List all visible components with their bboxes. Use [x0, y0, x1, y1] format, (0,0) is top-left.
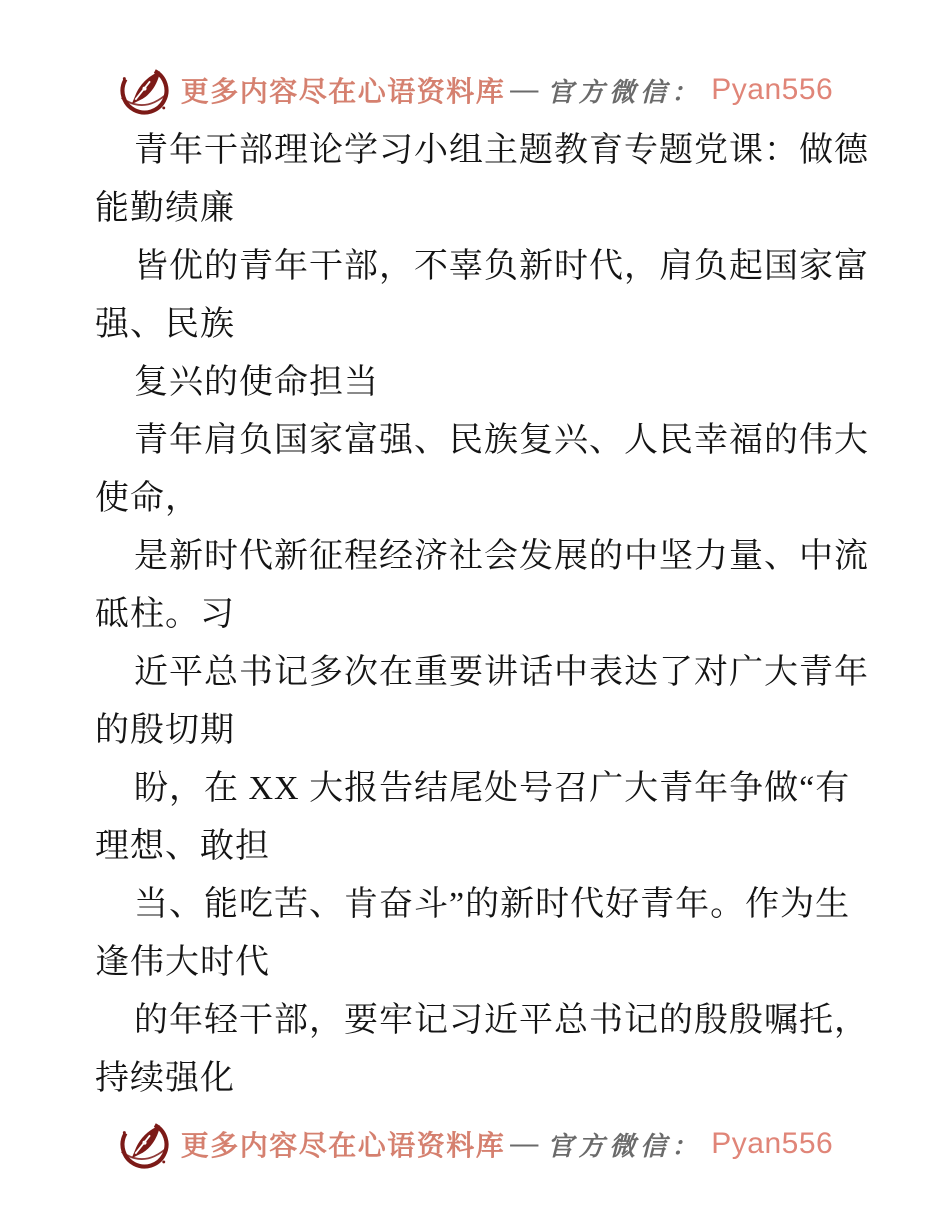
text-line: 使命， — [95, 480, 200, 517]
text-line: 逢伟大时代 — [95, 944, 270, 981]
text-line: 强、民族 — [95, 306, 235, 343]
text-line: 近平总书记多次在重要讲话中表达了对广大青年 — [134, 654, 869, 691]
watermark-wechat-account: Pyan556 — [711, 73, 834, 106]
text-line: 复兴的使命担当 — [134, 364, 379, 401]
text-line: 青年干部理论学习小组主题教育专题党课：做德 — [134, 132, 869, 169]
watermark-dash: — — [510, 74, 539, 105]
text-line: 的殷切期 — [95, 712, 235, 749]
text-line: 砥柱。习 — [95, 596, 235, 633]
document-body — [95, 122, 869, 1108]
pen-nib-circle-icon — [117, 1117, 172, 1172]
watermark-brand-text: 更多内容尽在心语资料库 — [180, 1131, 506, 1162]
text-line: 当、能吃苦、肯奋斗”的新时代好青年。作为生 — [134, 886, 851, 923]
watermark-wechat-label: 官方微信： — [547, 77, 703, 107]
watermark-wechat-account: Pyan556 — [711, 1127, 834, 1160]
header-watermark — [0, 62, 950, 118]
text-line: 的年轻干部，要牢记习近平总书记的殷殷嘱托， — [134, 1002, 869, 1039]
text-line: 持续强化 — [95, 1060, 235, 1097]
text-line: 是新时代新征程经济社会发展的中坚力量、中流 — [134, 538, 869, 575]
text-line: 理想、敢担 — [95, 828, 270, 865]
text-line: 盼，在 XX 大报告结尾处号召广大青年争做“有 — [134, 770, 851, 807]
pen-nib-circle-icon — [117, 63, 172, 118]
watermark-brand-text: 更多内容尽在心语资料库 — [180, 77, 506, 108]
footer-watermark — [0, 1116, 950, 1172]
text-line: 能勤绩廉 — [95, 190, 235, 227]
watermark-wechat-label: 官方微信： — [547, 1131, 703, 1161]
text-line: 皆优的青年干部，不辜负新时代，肩负起国家富 — [134, 248, 869, 285]
watermark-dash: — — [510, 1128, 539, 1159]
text-line: 青年肩负国家富强、民族复兴、人民幸福的伟大 — [134, 422, 869, 459]
